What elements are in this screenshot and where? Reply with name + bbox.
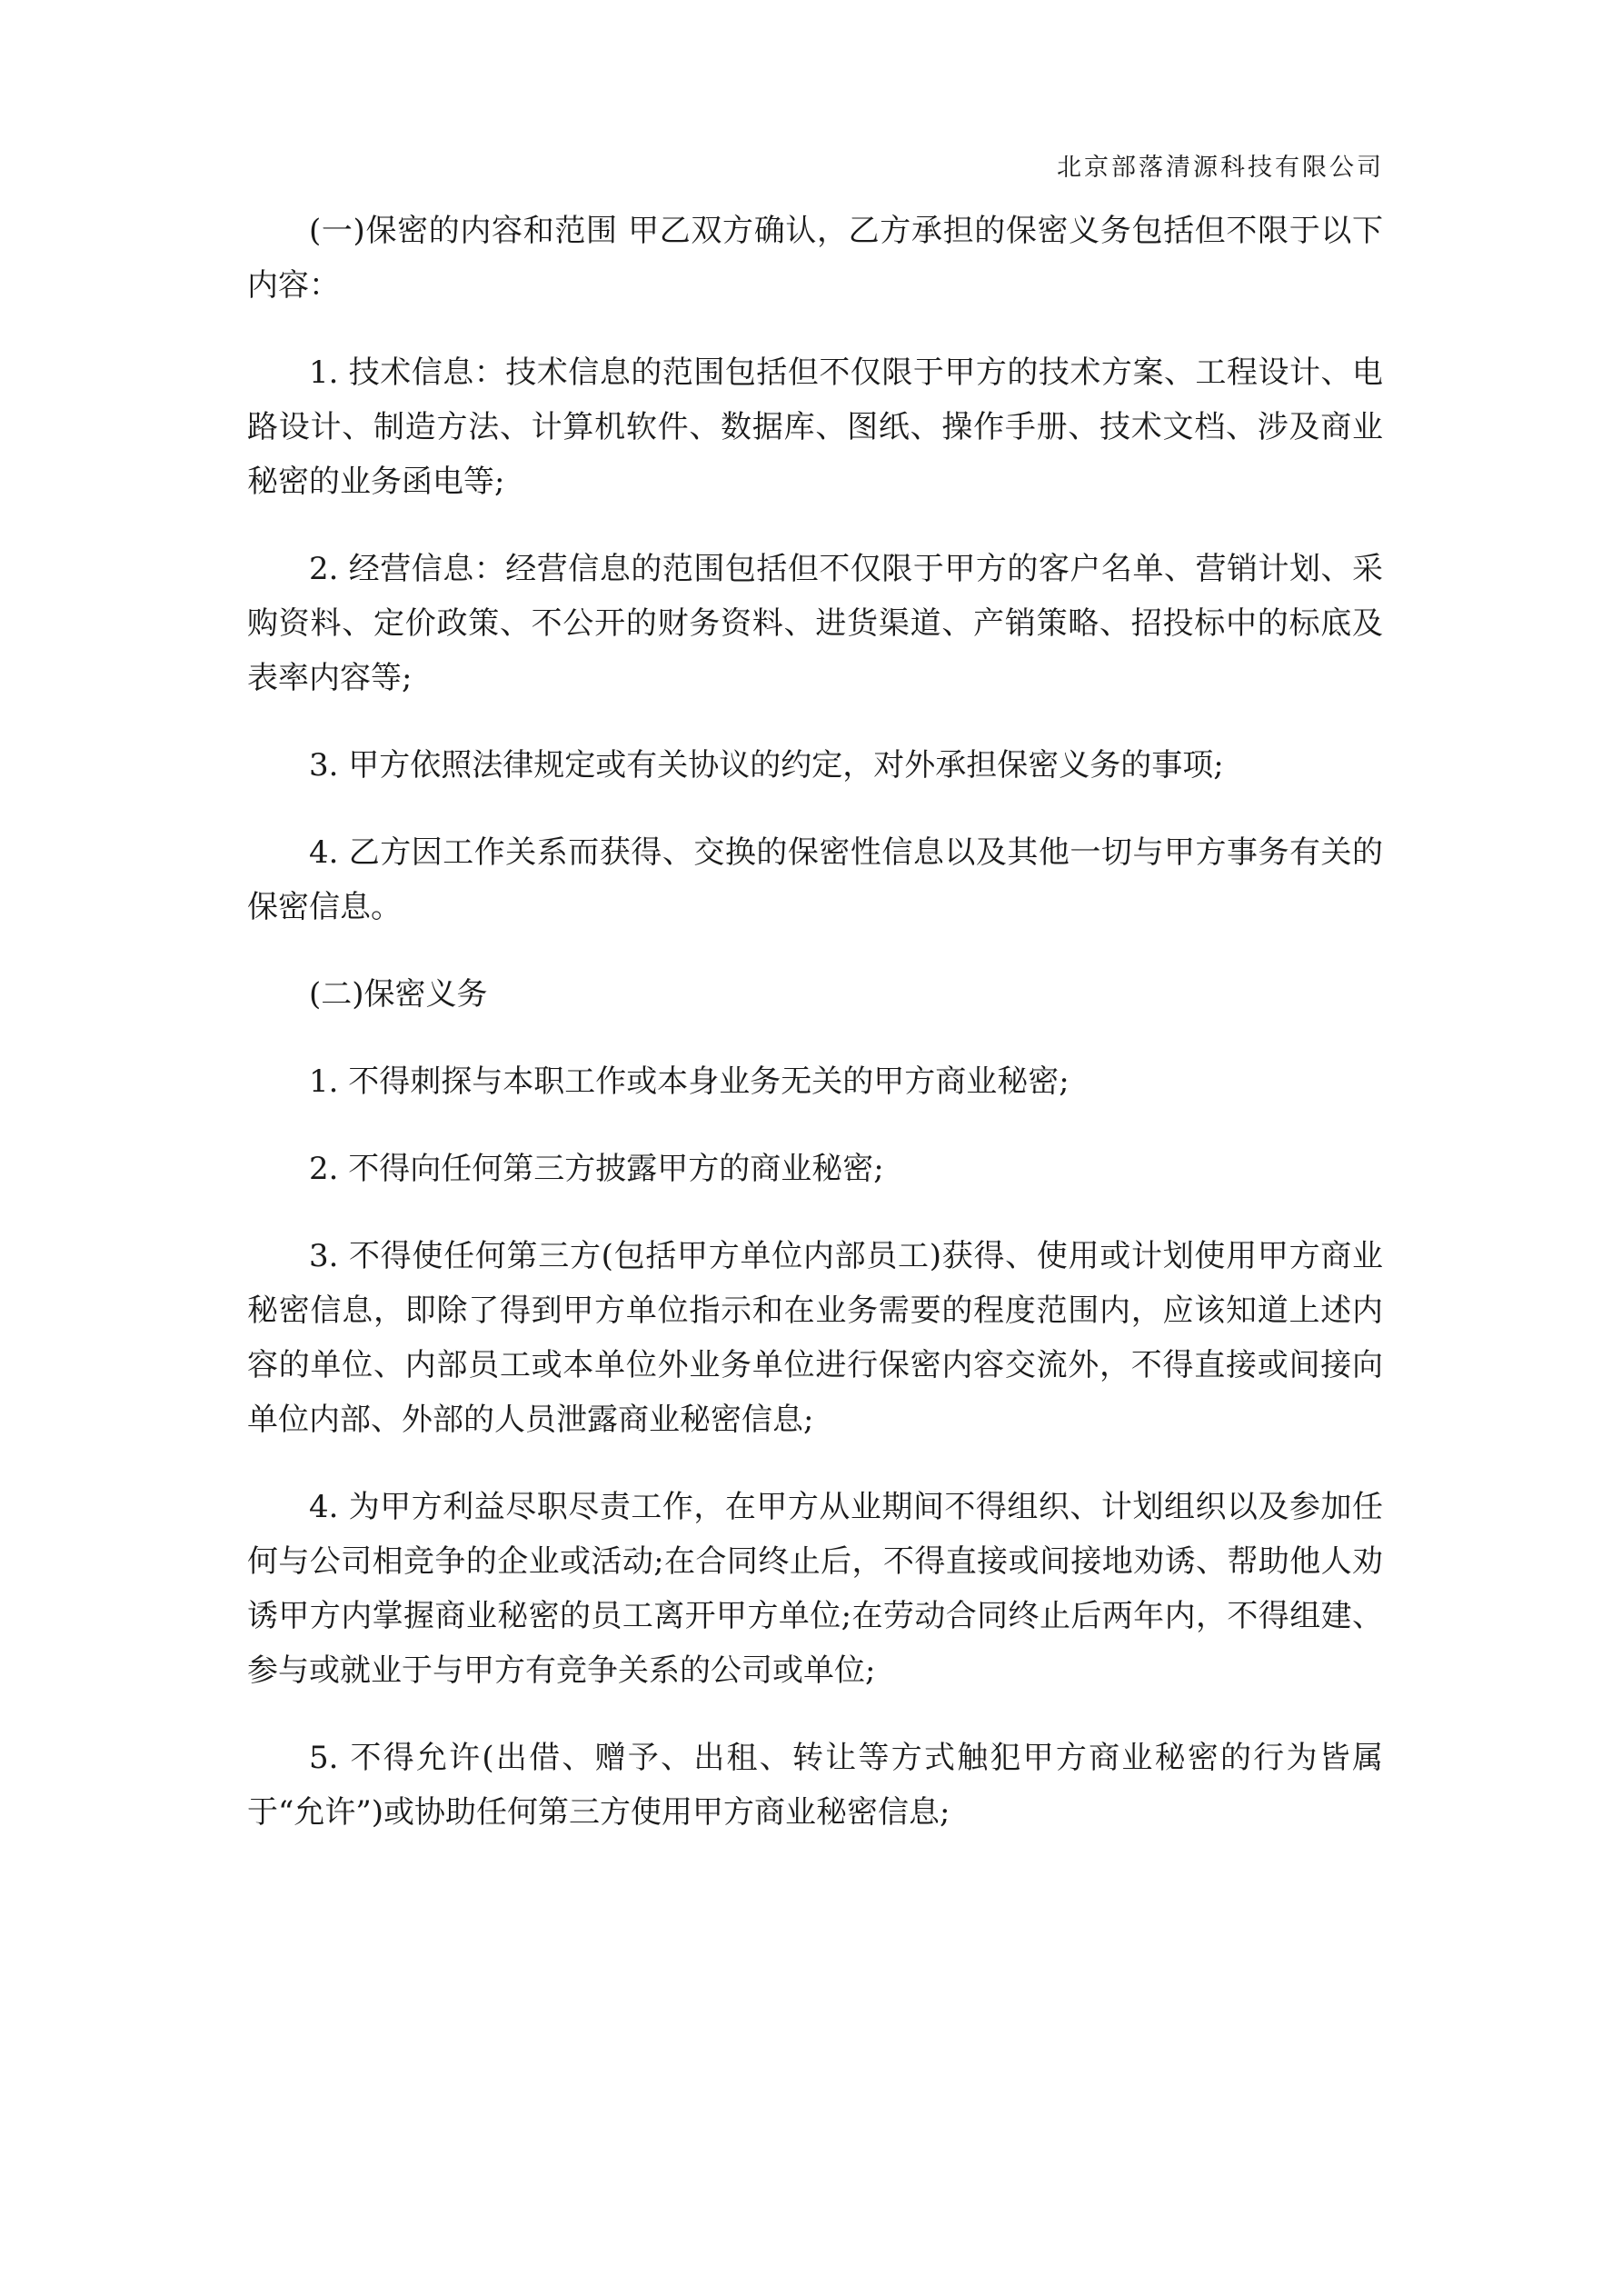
item-legal-obligation: 3. 甲方依照法律规定或有关协议的约定，对外承担保密义务的事项; <box>309 747 1224 784</box>
duty-item-5: 5. 不得允许(出借、赠予、出租、转让等方式触犯甲方商业秘密的行为皆属于“允许”)或协助任何第三方使用甲方商业秘密信息; <box>247 1740 1383 1831</box>
duty-item-1: 1. 不得刺探与本职工作或本身业务无关的甲方商业秘密; <box>309 1063 1070 1100</box>
section-1-heading: (一)保密的内容和范围 甲乙双方确认，乙方承担的保密义务包括但不限于以下内容： <box>247 213 1383 304</box>
item-business-info: 2. 经营信息：经营信息的范围包括但不仅限于甲方的客户名单、营销计划、采购资料、定价政策、不公开的财务资料、进货渠道、产销策略、招投标中的标底及表率内容等; <box>247 551 1383 696</box>
duty-item-4: 4. 为甲方利益尽职尽责工作，在甲方从业期间不得组织、计划组织以及参加任何与公司相竞争的企业或活动;在合同终止后，不得直接或间接地劝诱、帮助他人劝诱甲方内掌握商业秘密的员工离开甲方单位;在劳动合同终止后两年内，不得组建、参与或就业于与甲方有竞争关系的公司或单位; <box>247 1489 1383 1689</box>
page-header-company: 北京部落清源科技有限公司 <box>1057 154 1384 182</box>
item-other-confidential-info: 4. 乙方因工作关系而获得、交换的保密性信息以及其他一切与甲方事务有关的保密信息。 <box>247 834 1383 925</box>
section-2-heading: (二)保密义务 <box>309 976 488 1013</box>
duty-item-3: 3. 不得使任何第三方(包括甲方单位内部员工)获得、使用或计划使用甲方商业秘密信息，即除了得到甲方单位指示和在业务需要的程度范围内，应该知道上述内容的单位、内部员工或本单位外业务单位进行保密内容交流外，不得直接或间接向单位内部、外部的人员泄露商业秘密信息; <box>247 1238 1383 1438</box>
item-technical-info: 1. 技术信息：技术信息的范围包括但不仅限于甲方的技术方案、工程设计、电路设计、制造方法、计算机软件、数据库、图纸、操作手册、技术文档、涉及商业秘密的业务函电等; <box>247 354 1383 500</box>
document-body <box>247 204 1383 1872</box>
duty-item-2: 2. 不得向任何第三方披露甲方的商业秘密; <box>309 1151 884 1187</box>
